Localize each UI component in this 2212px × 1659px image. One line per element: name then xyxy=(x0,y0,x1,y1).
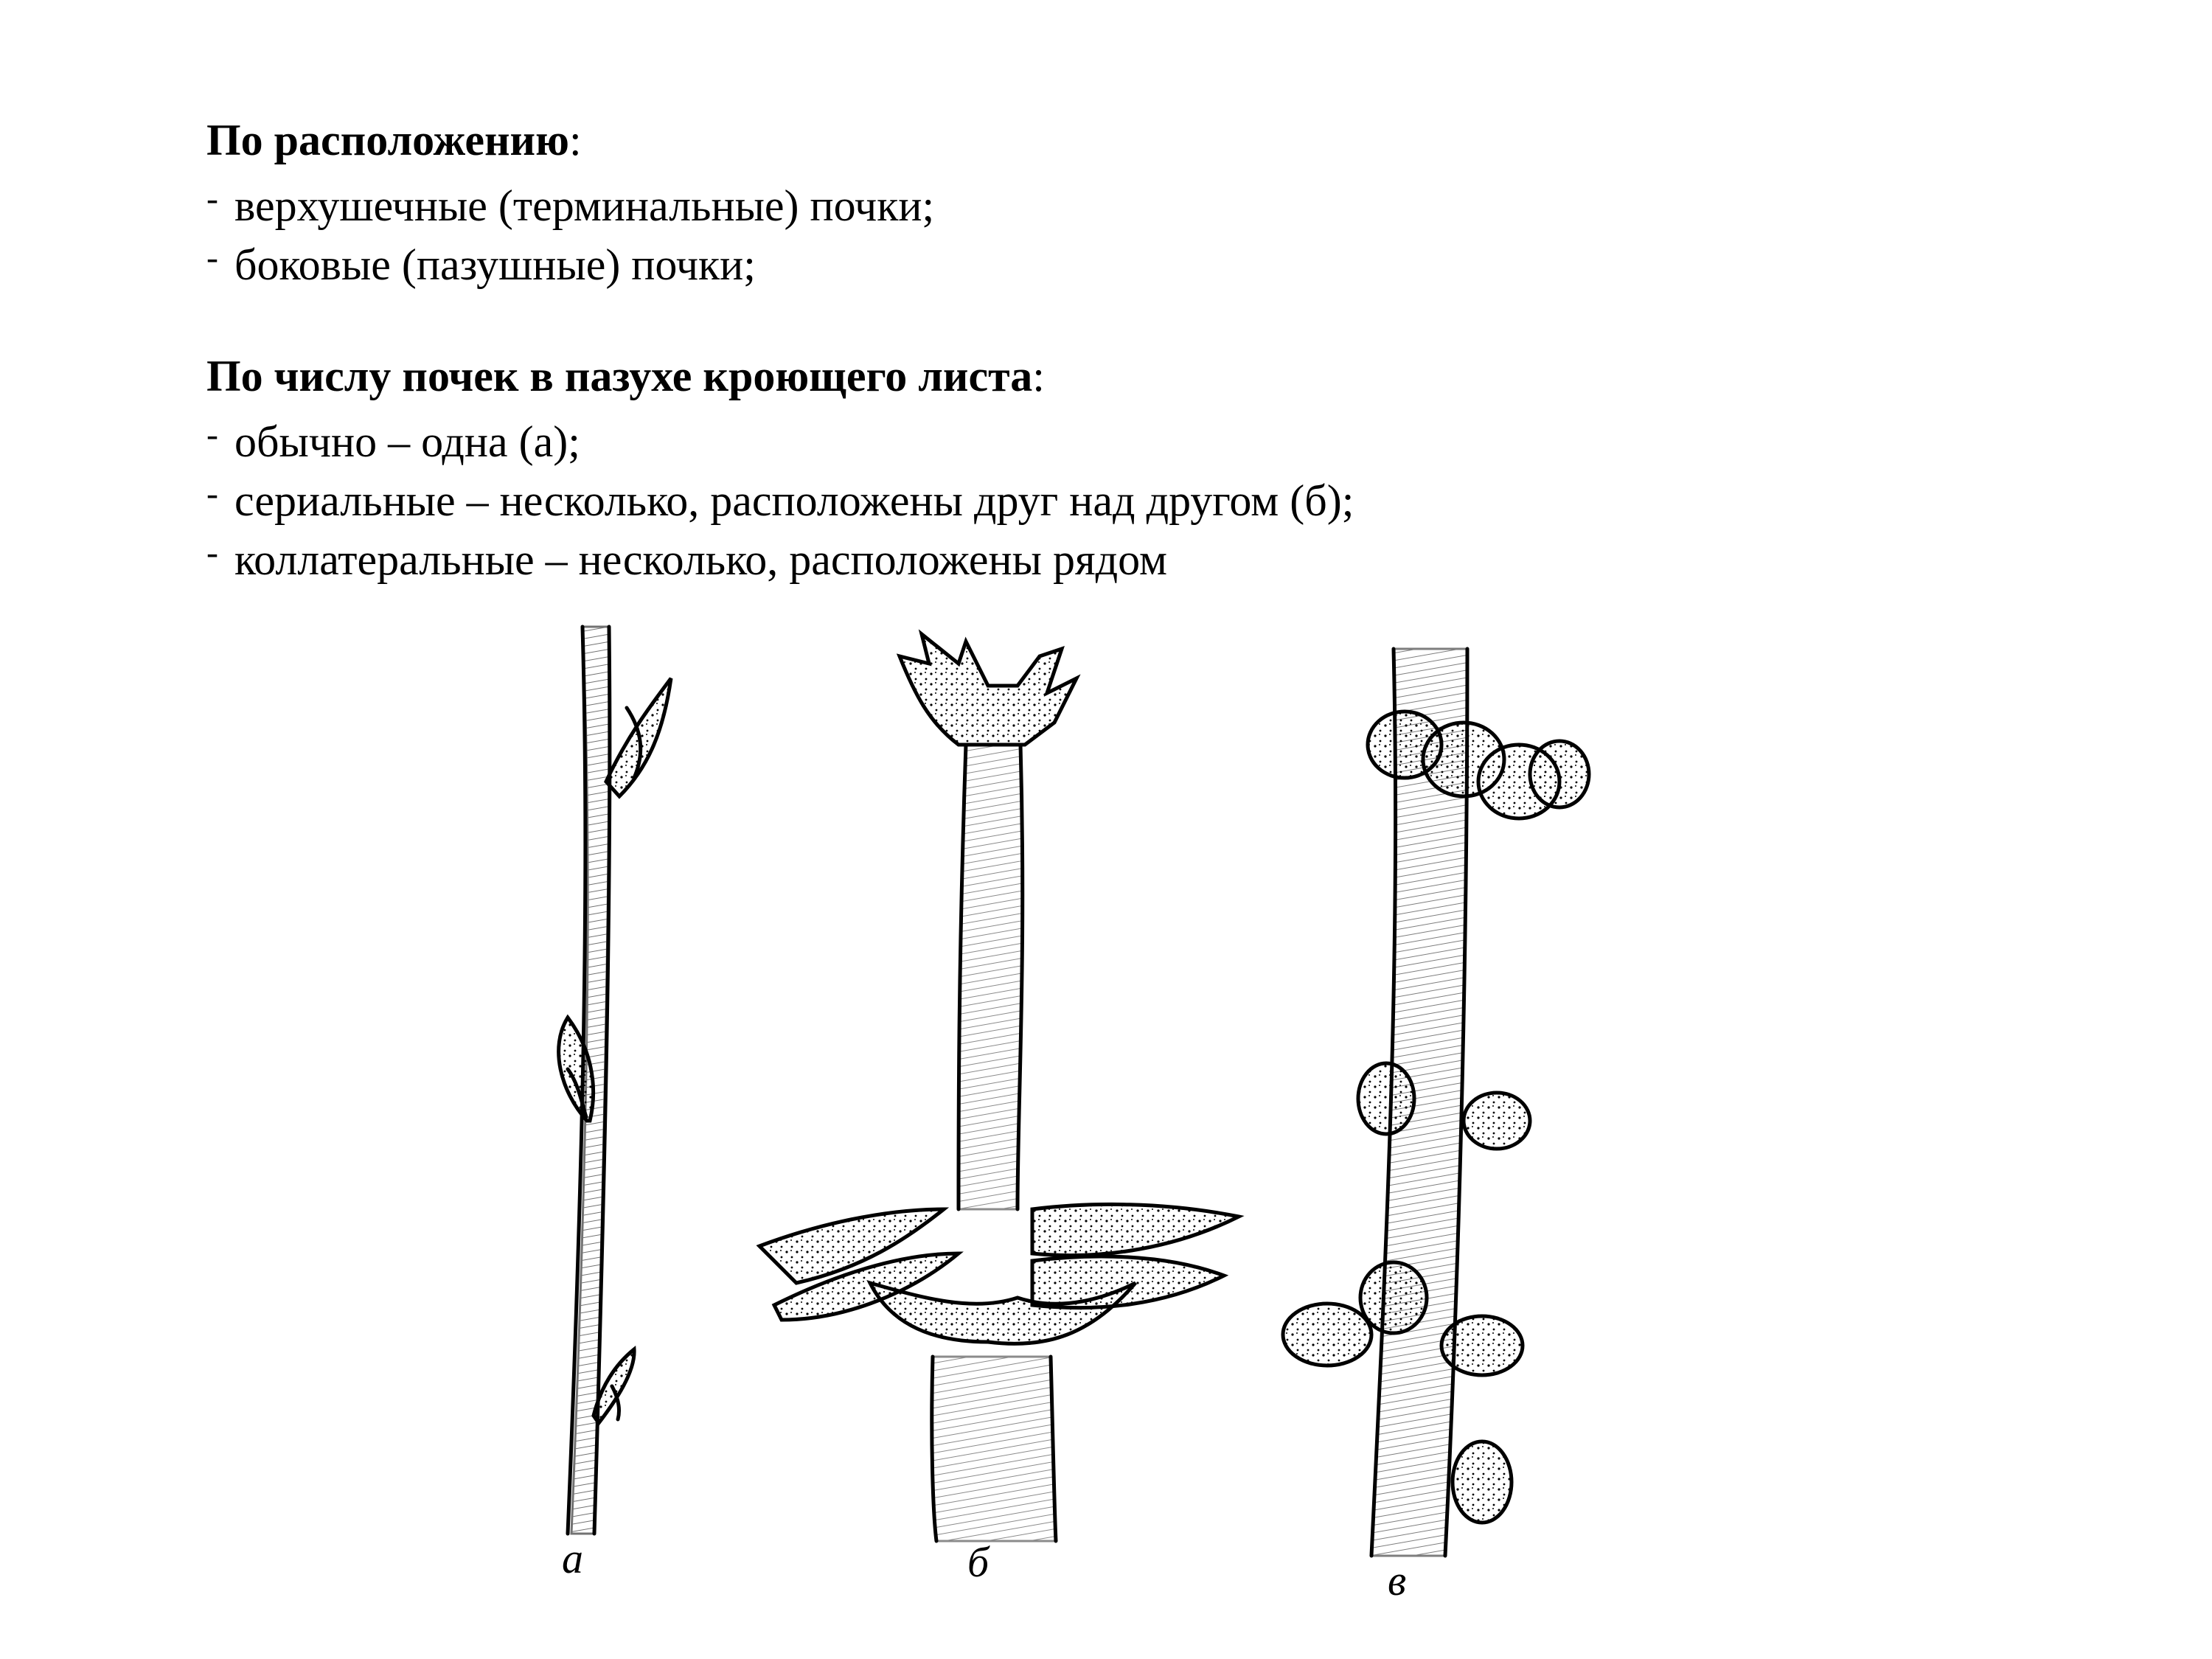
section2-heading: По числу почек в пазухе кроющего листа xyxy=(206,352,1033,400)
figure-label-a: а xyxy=(562,1534,583,1582)
list-item-text: сериальные – несколько, расположены друг над другом (б); xyxy=(234,476,1354,525)
bullet: - xyxy=(206,238,218,277)
figure-label-v: в xyxy=(1388,1557,1407,1604)
list-item-text: верхушечные (терминальные) почки; xyxy=(234,181,935,230)
section1-heading: По расположению xyxy=(206,116,569,164)
list-item-text: боковые (пазушные) почки; xyxy=(234,240,756,289)
list-item-text: коллатеральные – несколько, расположены рядом xyxy=(234,535,1167,584)
bullet: - xyxy=(206,179,218,218)
section2-colon: : xyxy=(1032,352,1045,400)
list-item xyxy=(206,465,2050,524)
figure-label-b: б xyxy=(967,1538,990,1586)
section2-heading-line xyxy=(206,347,2050,406)
twig-c-drawing xyxy=(1283,649,1589,1556)
list-item xyxy=(206,406,2050,465)
twig-b-drawing xyxy=(759,634,1239,1541)
twig-a-drawing xyxy=(559,627,671,1534)
section1-heading-line xyxy=(206,111,2050,170)
bullet: - xyxy=(206,474,218,513)
slide-text-block xyxy=(206,111,2050,582)
spacer xyxy=(206,288,2050,347)
section1-colon: : xyxy=(568,116,582,164)
list-item xyxy=(206,524,2050,582)
list-item xyxy=(206,170,2050,229)
list-item xyxy=(206,229,2050,288)
list-item-text: обычно – одна (а); xyxy=(234,417,580,466)
bullet: - xyxy=(206,533,218,572)
bullet: - xyxy=(206,415,218,454)
